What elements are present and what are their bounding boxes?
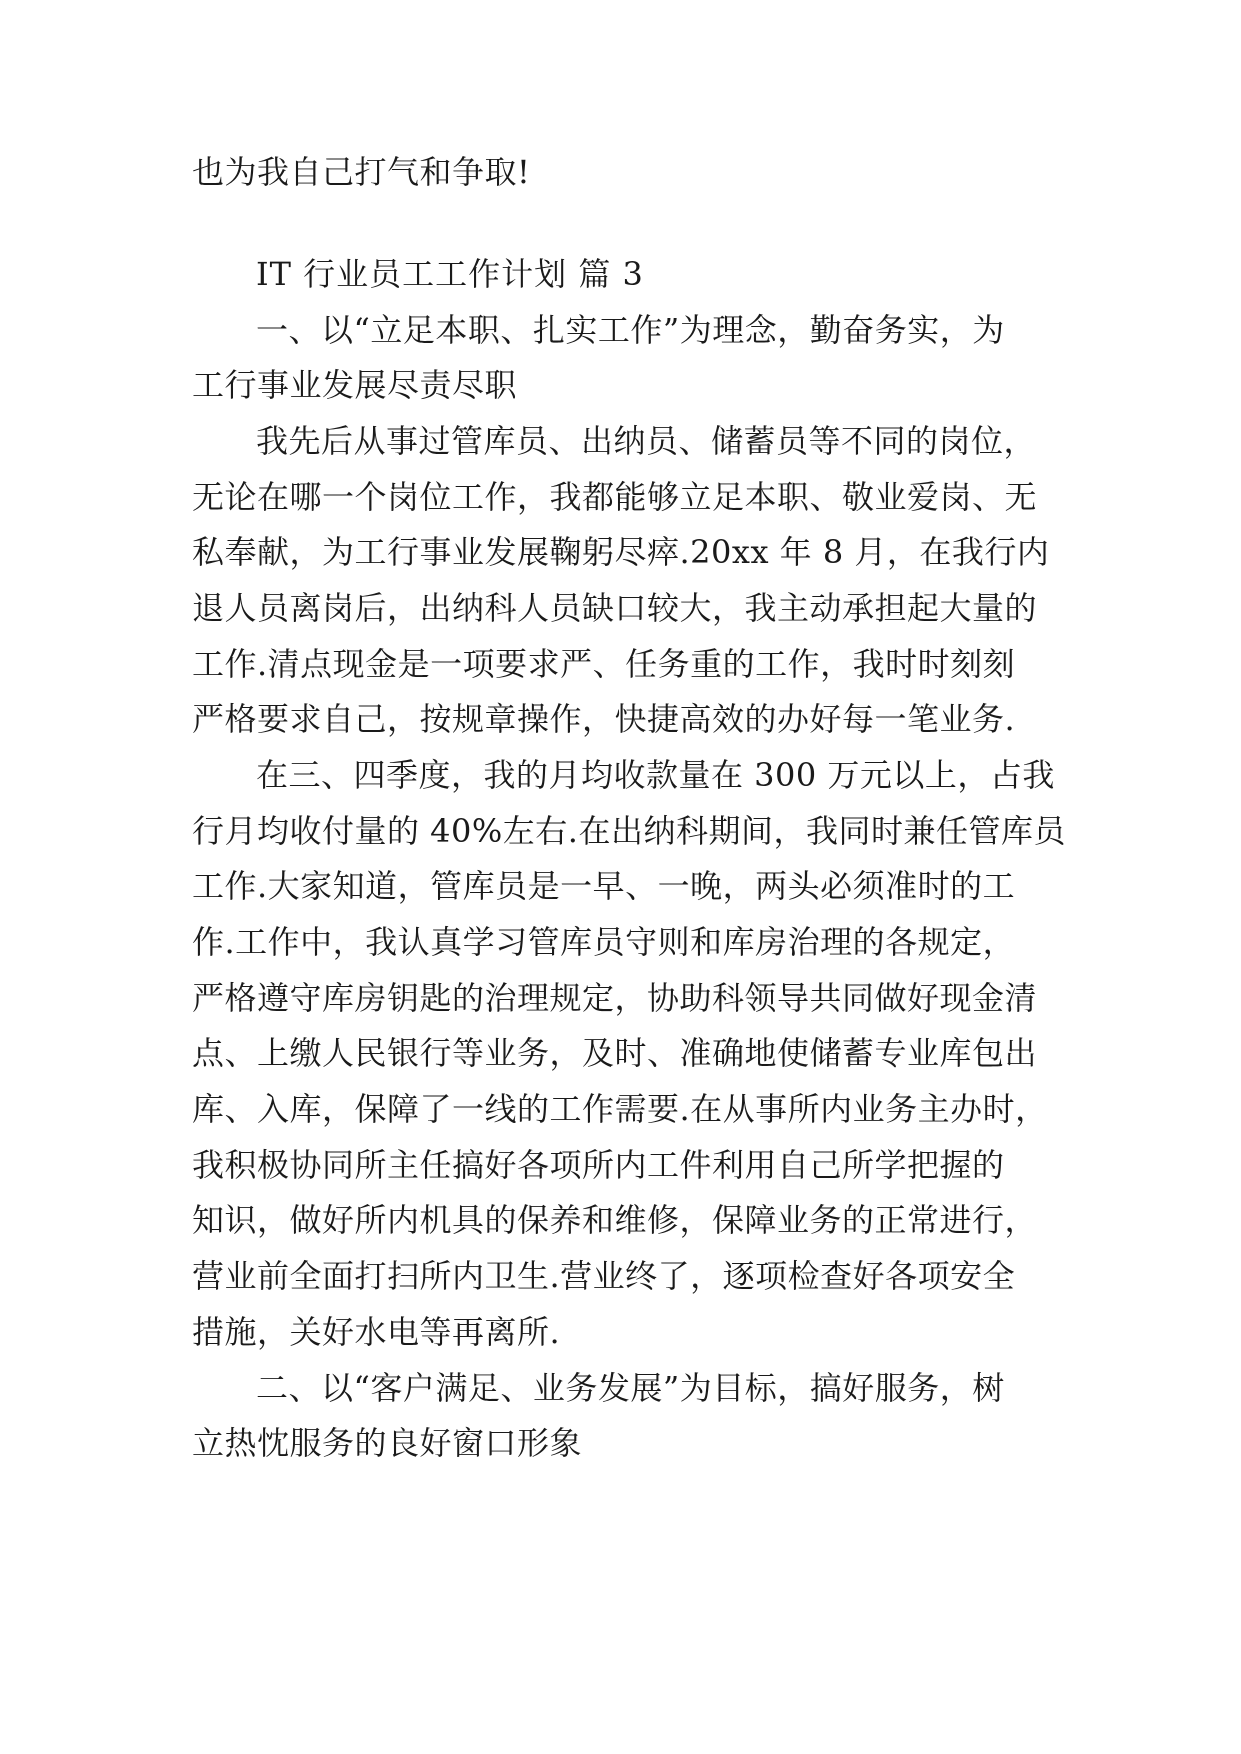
paragraph-2-line-6: 点、上缴人民银行等业务，及时、准确地使储蓄专业库包出 [192, 1034, 1038, 1072]
paragraph-2-line-11: 措施，关好水电等再离所. [192, 1313, 561, 1351]
paragraph-2-line-3: 工作.大家知道，管库员是一早、一晚，两头必须准时的工 [192, 867, 1016, 905]
heading-1-line-2: 工行事业发展尽责尽职 [192, 366, 518, 404]
paragraph-1-line-3: 私奉献，为工行事业发展鞠躬尽瘁.20xx 年 8 月，在我行内 [192, 533, 1050, 571]
paragraph-2-line-10: 营业前全面打扫所内卫生.营业终了，逐项检查好各项安全 [192, 1257, 1016, 1295]
section-title: IT 行业员工工作计划 篇 3 [256, 255, 644, 293]
paragraph-2-line-2: 行月均收付量的 40%左右.在出纳科期间，我同时兼任管库员 [192, 812, 1066, 850]
paragraph-1-line-5: 工作.清点现金是一项要求严、任务重的工作，我时时刻刻 [192, 645, 1016, 683]
paragraph-1-line-1: 我先后从事过管库员、出纳员、储蓄员等不同的岗位， [256, 422, 1037, 460]
paragraph-2-line-7: 库、入库，保障了一线的工作需要.在从事所内业务主办时， [192, 1090, 1048, 1128]
closing-line: 也为我自己打气和争取! [192, 153, 531, 191]
paragraph-1-line-6: 严格要求自己，按规章操作，快捷高效的办好每一笔业务. [192, 700, 1016, 738]
paragraph-1-line-4: 退人员离岗后，出纳科人员缺口较大，我主动承担起大量的 [192, 589, 1038, 627]
heading-2-line-2: 立热忱服务的良好窗口形象 [192, 1424, 583, 1462]
heading-2-line-1: 二、以“客户满足、业务发展”为目标，搞好服务，树 [256, 1369, 1005, 1407]
heading-1-line-1: 一、以“立足本职、扎实工作”为理念，勤奋务实，为 [256, 311, 1005, 349]
paragraph-2-line-1: 在三、四季度，我的月均收款量在 300 万元以上，占我 [256, 756, 1055, 794]
paragraph-2-line-5: 严格遵守库房钥匙的治理规定，协助科领导共同做好现金清 [192, 979, 1038, 1017]
paragraph-2-line-9: 知识，做好所内机具的保养和维修，保障业务的正常进行， [192, 1201, 1038, 1239]
paragraph-1-line-2: 无论在哪一个岗位工作，我都能够立足本职、敬业爱岗、无 [192, 478, 1038, 516]
paragraph-2-line-8: 我积极协同所主任搞好各项所内工件利用自己所学把握的 [192, 1146, 1005, 1184]
paragraph-2-line-4: 作.工作中，我认真学习管库员守则和库房治理的各规定， [192, 923, 1016, 961]
